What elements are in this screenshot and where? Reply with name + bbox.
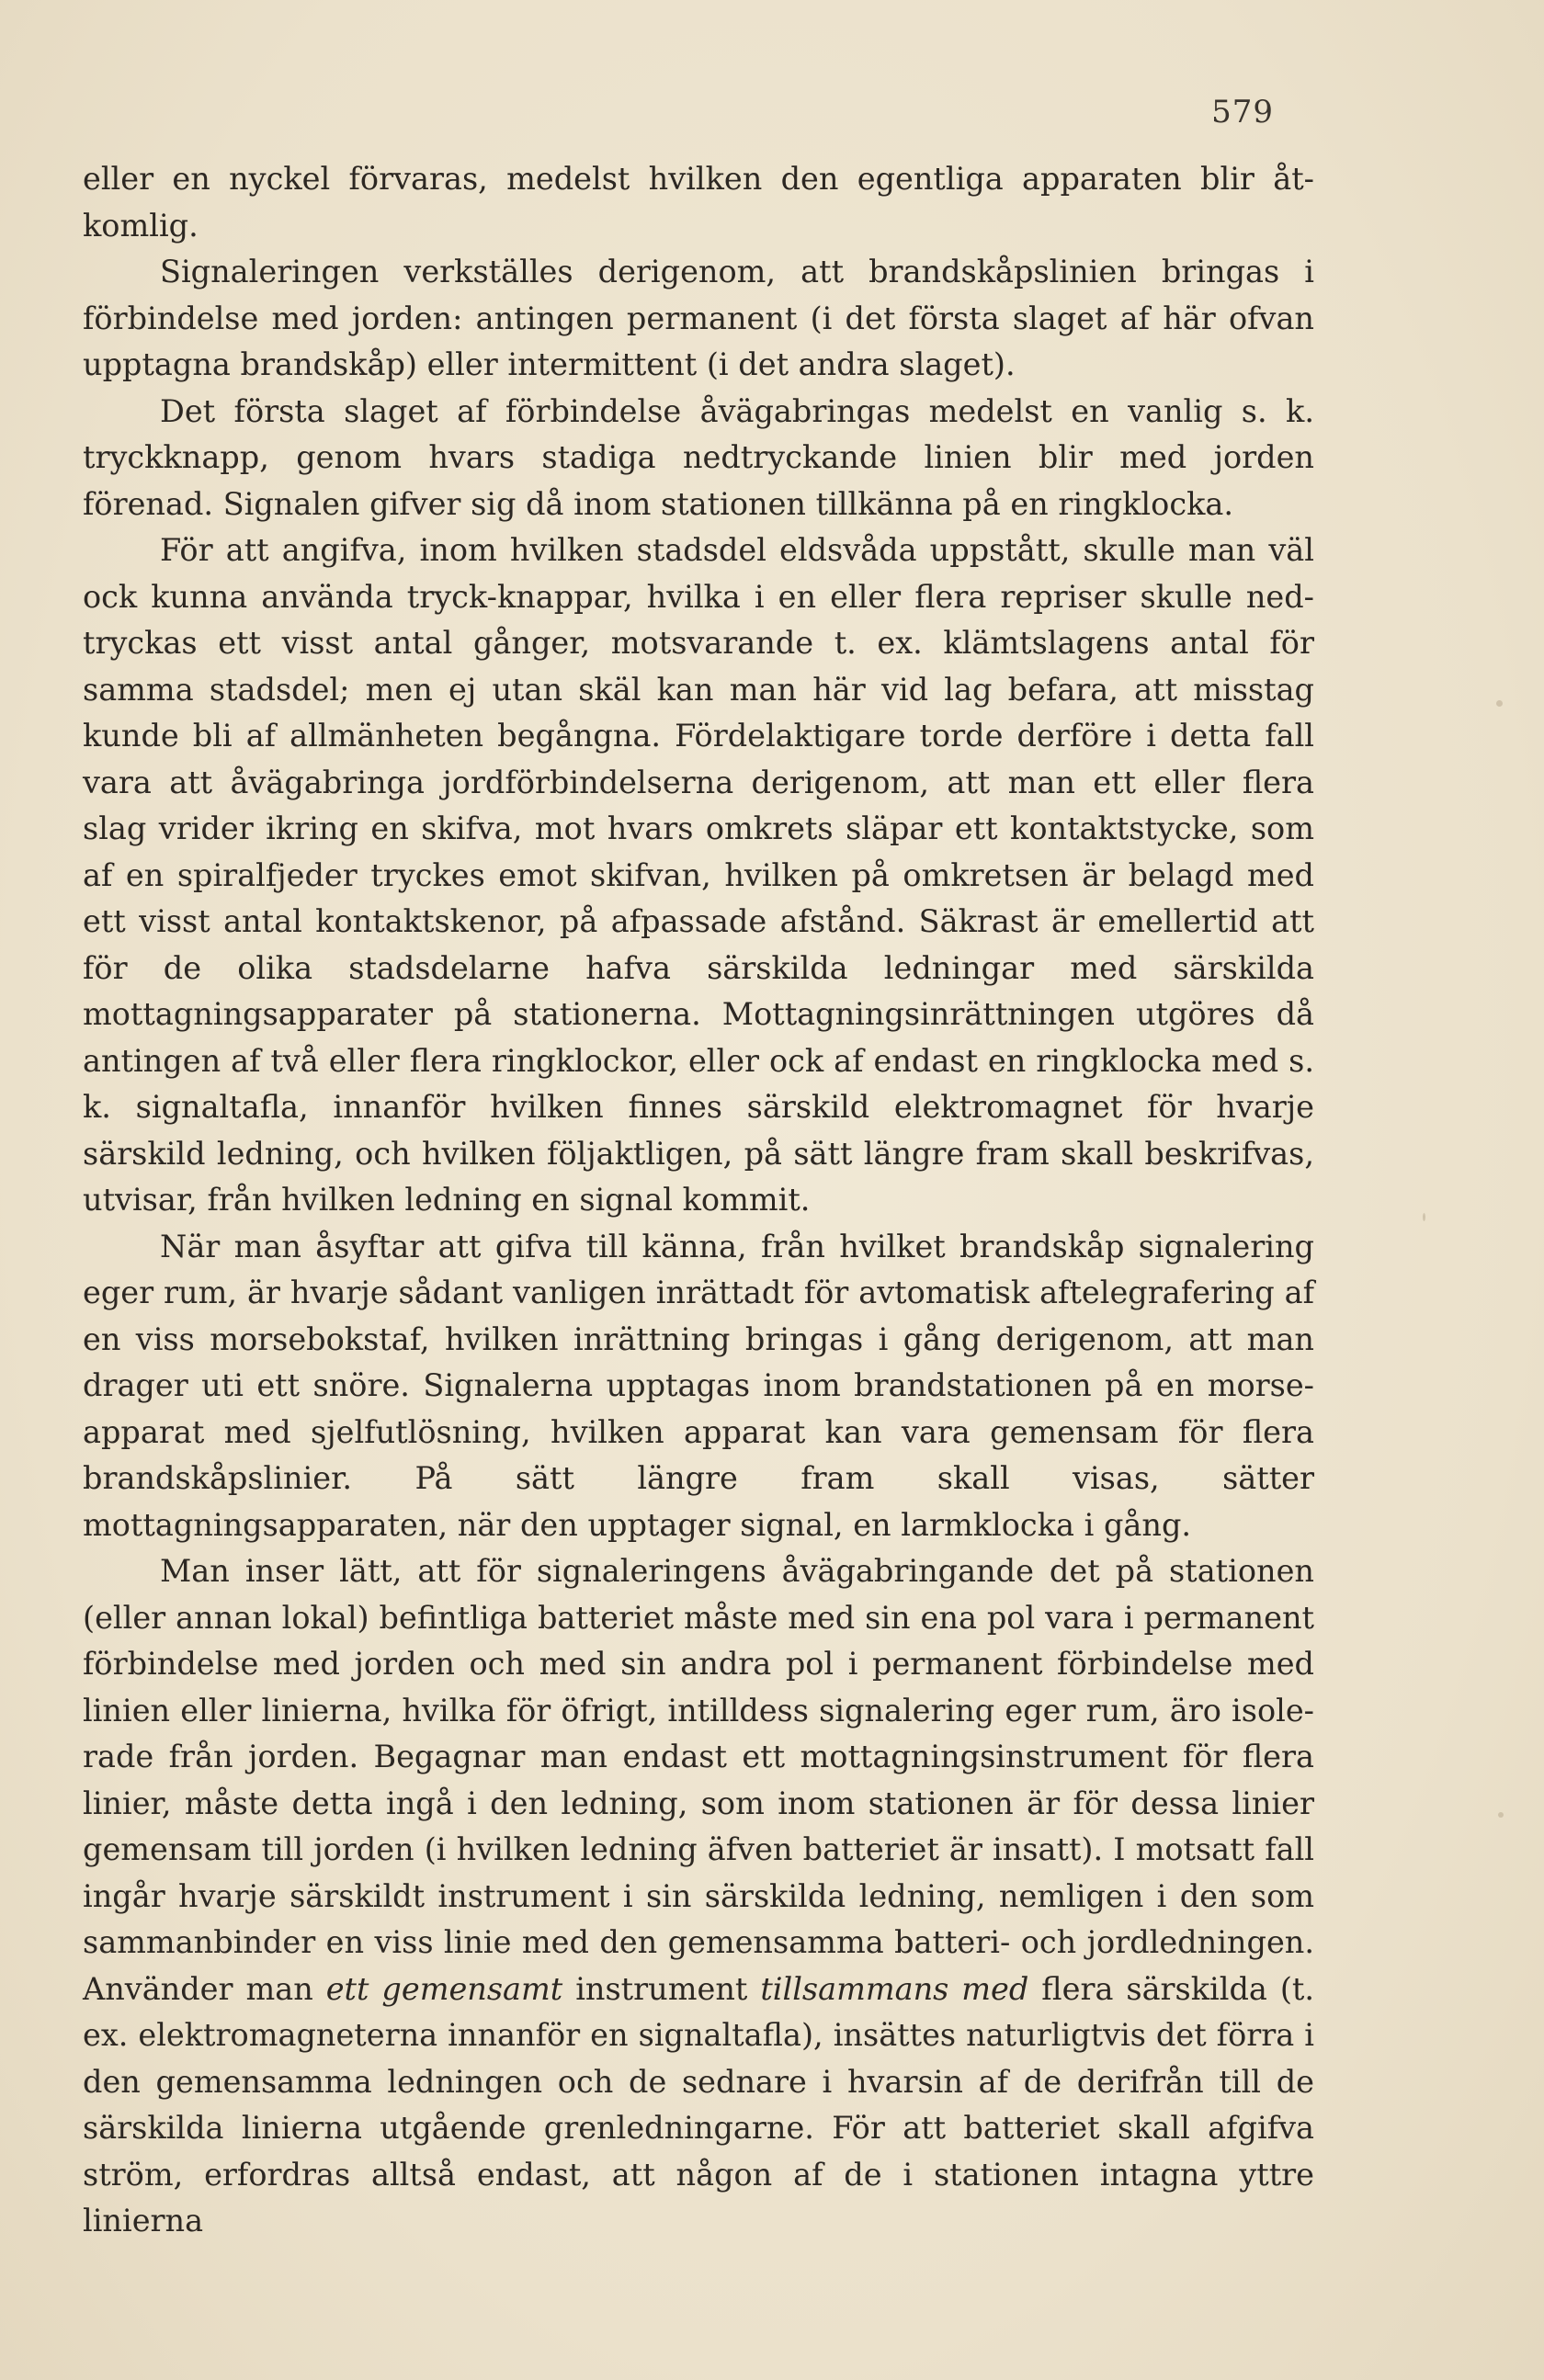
paper-spot <box>1498 1812 1504 1818</box>
paragraph-6-italic-1: ett gemensamt <box>325 1970 563 2007</box>
paper-spot <box>1496 700 1503 707</box>
paragraph-5: När man åsyftar att gifva till känna, från hvilket brandskåp signalering eger rum, är hvarje sådant vanligen inrättadt för avtomatisk aftelegrafering af en viss morsebokstaf, hvilken inrättning bringas i gång derigenom, att man drager uti ett snöre. Signalerna upptagas inom brandstationen på en morseapparat med sjelfutlösning, hvilken apparat kan vara gemensam för flera brandskåpslinier. På sätt längre fram skall visas, sätter mottagningsapparaten, när den upptager signal, en larmklocka i gång. <box>83 1228 1314 1543</box>
paper-spot <box>1423 1213 1425 1221</box>
paragraph-6-part-3: flera särskilda (t. ex. elektromagneterna innanför en signaltafla), insättes naturligtvis det förra i den gemensamma ledningen och de sednare i hvarsin af de derifrån till de särskilda linierna utgående grenledningarne. För att batteriet skall afgifva ström, erfordras alltså endast, att någon af de i stationen intagna yttre linierna <box>83 1970 1315 2238</box>
paragraph-6-italic-2: tillsammans med <box>760 1970 1029 2007</box>
paragraph-6-part-1: Man inser lätt, att för signaleringens åvägabringande det på stationen (eller annan lokal) befintliga batteriet måste med sin ena pol vara i permanent förbindelse med jorden och med sin andra pol i permanent förbindelse med linien eller linierna, hvilka för öfrigt, intilldess signalering eger rum, äro isolerade från jorden. Begagnar man endast ett mottagningsinstrument för flera linier, måste detta ingå i den ledning, som inom stationen är för dessa linier gemensam till jorden (i hvilken ledning äfven batteriet är insatt). I motsatt fall ingår hvarje särskildt instrument i sin särskilda ledning, nemligen i den som sammanbinder en viss linie med den gemensamma batteri- och jordledningen. Använder man <box>83 1553 1314 2007</box>
paragraph-6-part-2: instrument <box>562 1970 761 2007</box>
paragraph-4: För att angifva, inom hvilken stadsdel eldsvåda uppstått, skulle man väl ock kunna använda tryck-knappar, hvilka i en eller flera repriser skulle nedtryckas ett visst antal gånger, motsvarande t. ex. klämtslagens antal för samma stadsdel; men ej utan skäl kan man här vid lag befara, att misstag kunde bli af allmänheten begångna. Fördelaktigare torde derföre i detta fall vara att åvägabringa jordförbindelserna derigenom, att man ett eller flera slag vrider ikring en skifva, mot hvars omkrets släpar ett kontaktstycke, som af en spiralfjeder tryckes emot skifvan, hvilken på omkretsen är belagd med ett visst antal kontaktskenor, på afpassade afstånd. Säkrast är emellertid att för de olika stadsdelarne hafva särskilda ledningar med särskilda mottagningsapparater på stationerna. Mottagningsinrättningen utgöres då antingen af två eller flera ringklockor, eller ock af endast en ringklocka med s. k. signaltafla, innanför hvilken finnes särskild elektromagnet för hvarje särskild ledning, och hvilken följaktligen, på sätt längre fram skall beskrifvas, utvisar, från hvilken ledning en signal kommit. <box>83 532 1314 1218</box>
paragraph-3: Det första slaget af förbindelse åvägabringas medelst en vanlig s. k. tryckknapp, genom hvars stadiga nedtryckande linien blir med jorden förenad. Signalen gifver sig då inom stationen tillkänna på en ringklocka. <box>83 392 1314 522</box>
page-number: 579 <box>1211 94 1274 130</box>
paragraph-6 <box>83 1548 1314 2245</box>
body-text <box>83 156 1314 2245</box>
paragraph-1: eller en nyckel förvaras, medelst hvilken den egentliga apparaten blir åtkomlig. <box>83 161 1314 244</box>
paragraph-2: Signaleringen verkställes derigenom, att brandskåpslinien bringas i förbindelse med jorden: antingen permanent (i det första slaget af här ofvan upptagna brandskåp) eller intermittent (i det andra slaget). <box>83 254 1314 382</box>
